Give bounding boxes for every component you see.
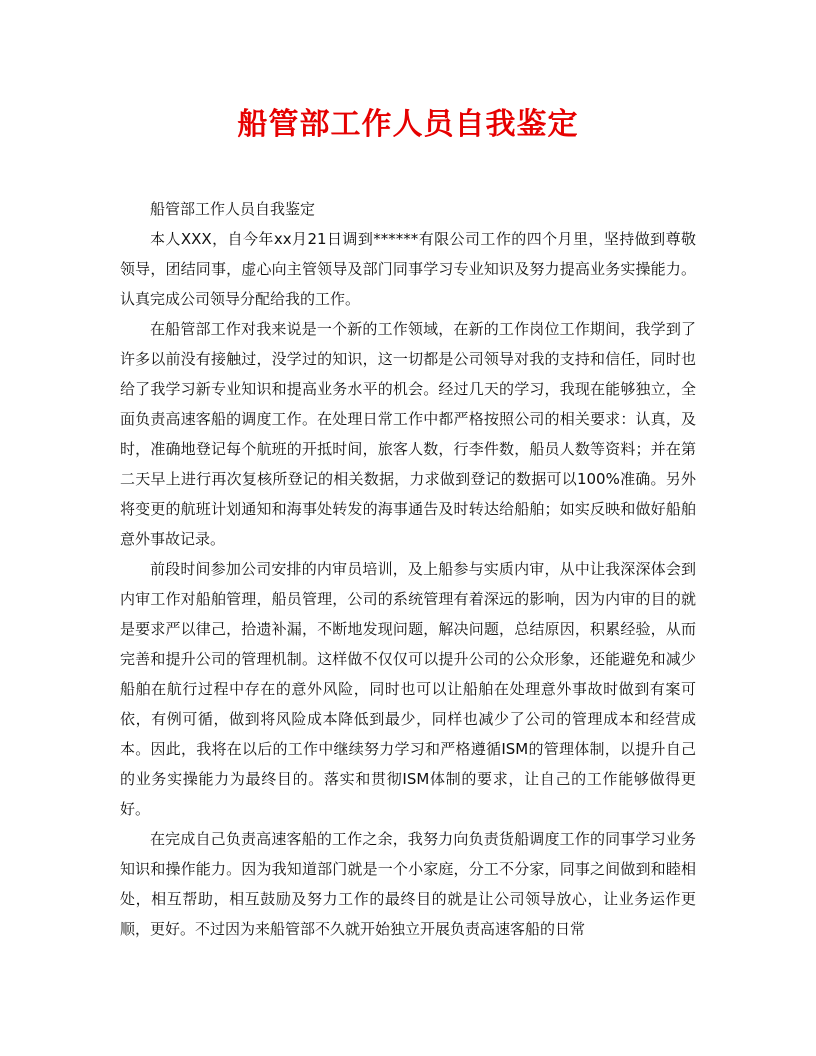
internal-audit-paragraph: 前段时间参加公司安排的内审员培训，及上船参与实质内审，从中让我深深体会到内审工作对船舶管理，船员管理，公司的系统管理有着深远的影响，因为内审的目的就是要求严以律己，拾遗补漏，不断地发现问题，解决问题，总结原因，积累经验，从而完善和提升公司的管理机制。这样做不仅仅可以提升公司的公众形象，还能避免和减少船舶在航行过程中存在的意外风险，同时也可以让船舶在处理意外事故时做到有案可依，有例可循，做到将风险成本降低到最少，同样也减少了公司的管理成本和经营成本。因此，我将在以后的工作中继续努力学习和严格遵循ISM的管理体制，以提升自己的业务实操能力为最终目的。落实和贯彻ISM体制的要求，让自己的工作能够做得更好。 — [120, 560, 696, 818]
work-duties-paragraph: 在船管部工作对我来说是一个新的工作领域，在新的工作岗位工作期间，我学到了许多以前没有接触过，没学过的知识，这一切都是公司领导对我的支持和信任，同时也给了我学习新专业知识和提高业务水平的机会。经过几天的学习，我现在能够独立，全面负责高速客船的调度工作。在处理日常工作中都严格按照公司的相关要求：认真，及时，准确地登记每个航班的开抵时间，旅客人数，行李件数，船员人数等资料；并在第二天早上进行再次复核所登记的相关数据，力求做到登记的数据可以100%准确。另外将变更的航班计划通知和海事处转发的海事通告及时转达给船舶；如实反映和做好船舶意外事故记录。 — [120, 320, 696, 548]
document-title: 船管部工作人员自我鉴定 — [237, 107, 579, 142]
intro-paragraph: 本人XXX，自今年xx月21日调到******有限公司工作的四个月里，坚持做到尊敬领导，团结同事，虚心向主管领导及部门同事学习专业知识及努力提高业务实操能力。认真完成公司领导分配给我的工作。 — [120, 230, 696, 308]
subtitle-paragraph: 船管部工作人员自我鉴定 — [150, 200, 316, 218]
document-body — [120, 194, 696, 944]
teamwork-paragraph: 在完成自己负责高速客船的工作之余，我努力向负责货船调度工作的同事学习业务知识和操作能力。因为我知道部门就是一个小家庭，分工不分家，同事之间做到和睦相处，相互帮助，相互鼓励及努力工作的最终目的就是让公司领导放心，让业务运作更顺，更好。不过因为来船管部不久就开始独立开展负责高速客船的日常 — [120, 830, 696, 938]
document-page — [120, 98, 696, 944]
